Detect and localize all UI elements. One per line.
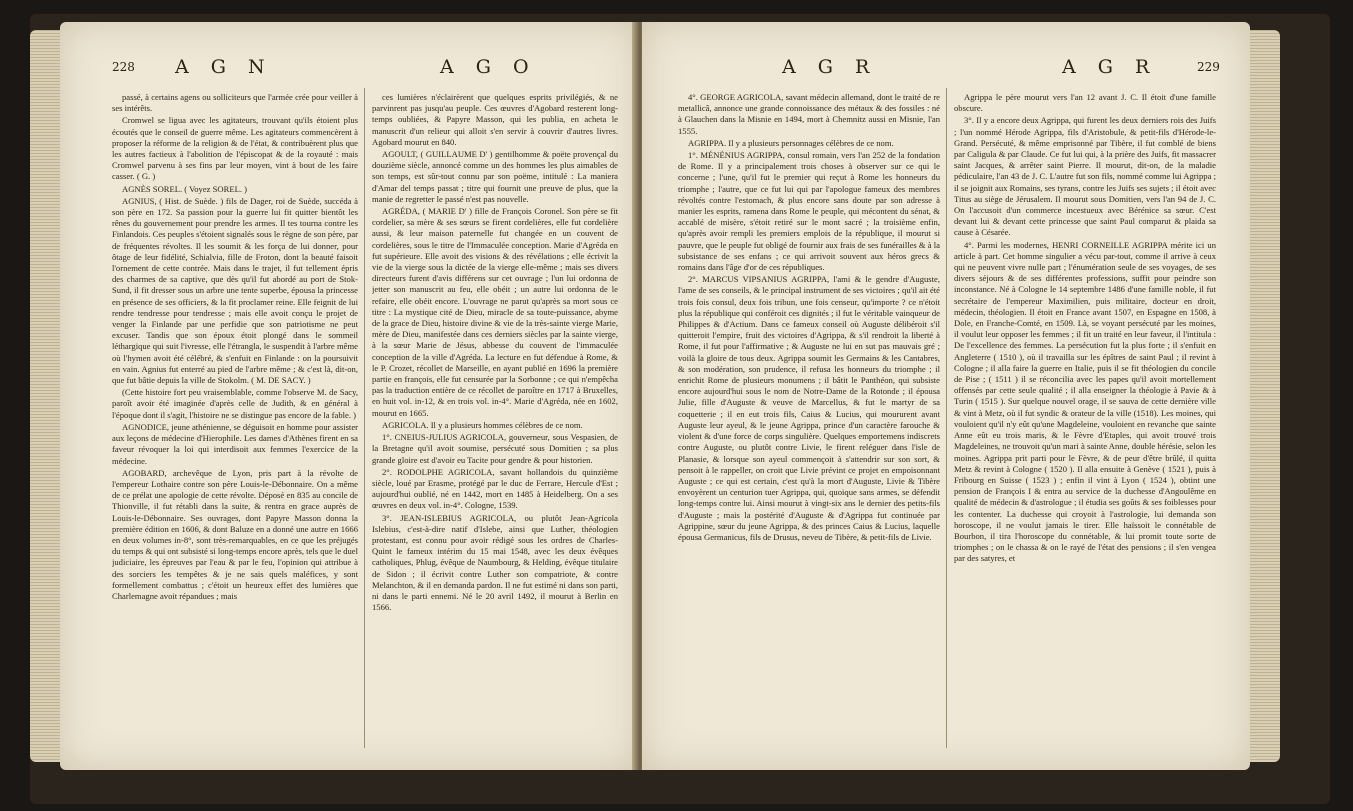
page-number: 228 [112, 60, 135, 74]
text-column-2 [372, 92, 618, 752]
right-page [642, 22, 1250, 770]
text-column-1 [112, 92, 358, 752]
paragraph: 4°. Parmi les modernes, HENRI CORNEILLE AGRIPPA mérite ici un article à part. Cet homme singulier a vécu par-tout, comme il arrive à ceux qui ne peuvent vivre nulle part ; l'énumération seule de ses voyages, de ses divers séjours & de ses différentes professions, suffit pour peindre son inconstance. Né à Cologne le 14 septembre 1486 d'une famille noble, il fut secrétaire de l'empereur Maximilien, puis militaire, docteur en droit, médecin, théologien. Il étoit en France avant 1507, en Espagne en 1508, à Dole, en Franche-Comté, en 1509. Là, se voyant persécuté par les moines, il voulut leur opposer les femmes ; il fit un traité en leur faveur, il l'intitula : De l'excellence des femmes. La persécution fut la plus forte ; il s'enfuit en Angleterre ( 1510 ), où il travailla sur les épîtres de saint Paul ; il revint à Cologne ; il alla faire la guerre en Italie, puis il se fit théologien du concile de Pise ; ( 1511 ) il se réconcilia avec les papes qu'il avoit mortellement offensés par cette seule qualité ; il alla enseigner la théologie à Pavie & à Turin ( 1515 ). Sur quelque nouvel orage, il se sauva de cette dernière ville & vint à Metz, où il fut syndic & orateur de la ville (1518). Les moines, qui vouloient qu'il n'y eût qu'une Magdeleine, vouloient en revanche que sainte Anne eût eu trois maris, & le Fèvre d'Etaples, qui avoit trouvé trois Magdeleines, ne trouvoit qu'un mari à sainte Anne, double hérésie, selon les moines. Agrippa prit parti pour le Fèvre, & de peur d'être brûlé, il quitta Metz & revint à Cologne ( 1520 ). Il alla ensuite à Genève ( 1521 ), puis à Fribourg en Suisse ( 1523 ) ; enfin il vint à Lyon ( 1524 ), obtint une pension de François I & entra au service de la duchesse d'Angoulême en qualité de médecin & d'astrologue ; il étudia ses goûts & ses foiblesses pour les contenter. La duchesse qui croyoit à l'astrologie, lui demanda son horoscope, il ne voulut jamais le tirer. Elle haïssoit le connétable de Bourbon, il tira l'horoscope du connétable, & lui promit toute sorte de triomphes ; on le chassa & on le rayé de l'état des pensions ; il s'en vengea par des satyres, et [954, 239, 1216, 564]
paragraph: 2°. MARCUS VIPSANIUS AGRIPPA, l'ami & le gendre d'Auguste, l'ame de ses conseils, & le principal instrument de ses victoires ; qu'il ait été trois fois consul, deux fois tribun, une fois censeur, qu'importe ? ce n'étoit plus la république qui conféroit ces dignités ; il fut le véritable vainqueur de Philippes & d'Actium. Dans ce fameux conseil où Auguste délibéroit s'il quitteroit l'empire, fruit des victoires d'Agrippa, & s'il rendroit la liberté à Rome, il fut pour l'affirmative ; & Auguste ne lui en sut pas mauvais gré ; voilà la gloire de tous deux. Agrippa soumit les Germains & les Cantabres, & son modération, son prudence, il refusa les honneurs du triomphe ; il enrichit Rome de plusieurs monumens ; il bâtit le Panthéon, qui subsiste encore aujourd'hui sous le nom de Notre-Dame de la Rotonde ; il épousa Julie, fille d'Auguste & veuve de Marcellus, & fut le martyr de sa coquetterie ; il en eut trois fils, Caius & Lucius, qui moururent avant Auguste leur ayeul, & le jeune Agrippa, prince d'un caractère farouche & violent & d'une force de corps singulière. Quelques emportemens indiscrets contre Auguste, ou plutôt contre Livie, le firent reléguer dans l'isle de Planasie, & lorsque son ayeul commençoit à s'attendrir sur son sort, & pensoit à le rappeller, on croit que Livie prévint ce projet en empoisonnant Auguste ; ce qui est certain, c'est qu'à la mort d'Auguste, Livie & Tibère envoyèrent un centurion tuer Agrippa, qui, quoique sans armes, se défendit long-temps contre lui. Ainsi mourut à vingt-six ans le dernier des petits-fils d'Auguste ; mais la postérité d'Auguste & d'Agrippa fut continuée par Agrippine, sœur du jeune Agrippa, & des princes Caius & Lucius, laquelle épousa Germanicus, fils de Drusus, neveu de Tibère, & petit-fils de Livie. [678, 274, 940, 542]
paragraph: AGNODICE, jeune athénienne, se déguisoit en homme pour assister aux leçons de médecine d'Hierophile. Les dames d'Athènes firent en sa faveur révoquer la loi qui interdisoit aux femmes l'exercice de la médecine. [112, 421, 358, 466]
running-head-left: A G R [782, 56, 878, 78]
page-edges-right [1250, 30, 1280, 762]
running-head-right: A G R [1062, 56, 1158, 78]
paragraph: AGRÉDA, ( MARIE D' ) fille de François Coronel. Son père se fit cordelier, sa mère & ses sœurs se firent cordelières, elle fut cordelière aussi, & leur maison paternelle fut changée en un couvent de cordelières, sous le titre de l'Immaculée conception. Marie d'Agréda en fut supérieure. Elle avoit des visions & des révélations ; elle écrivit la vie de la vierge sous la dictée de la vierge elle-même ; mais ses divers directeurs furent d'avis différens sur cet ouvrage ; l'un lui ordonna de jetter son manuscrit au feu, elle obéit ; un autre lui ordonna de le refaire, elle obéit encore. L'ouvrage ne parut qu'après sa mort sous ce titre : La mystique cité de Dieu, miracle de sa toute-puissance, abyme de la grace de Dieu, histoire divine & vie de la très-sainte vierge Marie, mère de Dieu, manifestée dans ces derniers siècles par la sainte vierge, à la sœur Marie de Jésus, abbesse du couvent de l'immaculée conception de la ville d'Agréda. La lecture en fut défendue à Rome, & le P. Crozet, récollet de Marseille, en ayant publié en 1696 la première partie en françois, elle fut censurée par la Sorbonne ; ce qui n'empêcha pas la traduction entière de ce récollet de paroître en 1717 à Bruxelles, en huit vol. in-12, & en trois vol. in-4°. Marie d'Agréda, née en 1602, mourut en 1665. [372, 206, 618, 418]
text-column-2 [954, 92, 1216, 752]
paragraph: AGOBARD, archevêque de Lyon, pris part à la révolte de l'empereur Lothaire contre son père Louis-le-Débonnaire. On a même de ce prélat une apologie de cette révolte. Déposé en 835 au concile de Thionville, il fut rétabli dans la suite, & rentra en grace auprès de Louis-le-Débonnaire. Ses ouvrages, dont Papyre Masson donna la première édition en 1606, & dont Baluze en a donné une autre en 1666 en deux volumes in-8°, sont très-remarquables, en ce que les préjugés du temps & qui ont subsisté si long-temps encore après, tels que le duel judiciaire, les épreuves par l'eau & par le feu, l'opinion qui attribue à des sorciers les tempêtes & je ne sais quels maléfices, y sont formellement combattus ; c'étoit un heureux effet des lumières que Charlemagne avoit répandues ; mais [112, 467, 358, 601]
paragraph: passé, à certains agens ou solliciteurs que l'armée crée pour veiller à ses intérêts. [112, 92, 358, 114]
paragraph: AGRICOLA. Il y a plusieurs hommes célèbres de ce nom. [382, 419, 583, 430]
paragraph: 1°. MÉNÉNIUS AGRIPPA, consul romain, vers l'an 252 de la fondation de Rome. Il y a principalement trois choses à observer sur ce qui le concerne ; l'une, qu'il fut le premier qui reçut à Rome les honneurs du triomphe ; l'autre, que ce fut lui qui par l'apologue fameux des membres révoltés contre l'estomach, & plus encore sans doute par son adresse à manier les esprits, ramena dans Rome le peuple, qui mécontent du sénat, & accablé de misère, s'étoit retiré sur le mont sacré ; la troisième enfin, qu'après avoir rempli les premiers emplois de la république, il mourut si pauvre, que le peuple fut obligé de fournir aux frais de ses funérailles & à la subsistance de ses enfans ; ce qui arrivoit souvent aux héros grecs & romains dans l'âge d'or de ces républiques. [678, 150, 940, 273]
paragraph: AGNÈS SOREL. ( Voyez SOREL. ) [122, 183, 248, 194]
paragraph: ces lumières n'éclairèrent que quelques esprits privilégiés, & ne parvinrent pas jusqu'au peuple. Ces œuvres d'Agobard resterent long-temps oubliées, & Papyre Masson, qui les publia, en acheta le manuscrit d'un relieur qui alloit s'en servir à couvrir d'autres livres. Agobard mourut en 840. [372, 92, 618, 147]
paragraph: AGRIPPA. Il y a plusieurs personnages célèbres de ce nom. [688, 137, 894, 148]
paragraph: AGNIUS, ( Hist. de Suède. ) fils de Dager, roi de Suède, succéda à son père en 172. Sa passion pour la guerre lui fit quitter bientôt les rênes du gouvernement pour prendre les armes. Il tes tourna contre les Finlandois. Ces peuples s'étoient signalés sous le règne de son père, par de fréquentes révoltes. Il les soumit & les força de lui donner, pour ôtage de leur fidélité, Schialvia, fille de Froton, dont la beauté faisoit l'ornement de cette contrée. Mais dans le trajet, il fut tellement épris des charmes de sa captive, que dès qu'il fut abordé au port de Stok-Sund, il fit dresser sous un arbre une tente superbe, épousa la princesse en présence de ses officiers, & la fit proclamer reine. Elle feignit de lui rendre tendresse pour tendresse ; mais elle avoit conçu le projet de venger la Finlande par une perfidie que son patriotisme ne peut excuser. Tandis que son époux étoit plongé dans le sommeil léthargique qui suit l'ivresse, elle l'étrangla, le suspendit à l'arbre même où l'hymen avoit été célébré, & s'enfuit en Finlande : on la poursuivit en vain. Agnius fut enterré au pied de l'arbre même ; & c'est là, dit-on, que fut bâtie depuis la ville de Stokolm. ( M. DE SACY. ) [112, 195, 358, 386]
paragraph: 3°. Il y a encore deux Agrippa, qui furent les deux derniers rois des Juifs ; l'un nommé Hérode Agrippa, fils d'Aristobule, & petit-fils d'Hérode-le-Grand. Persécuté, & même emprisonné par Tibère, il fut comblé de biens par Caligula & par Claude. Ce fut lui qui, à la prière des Juifs, fit massacrer saint Jacques, & arrêter saint Pierre. Il mourut, dit-on, de la maladie pédiculaire, l'an 43 de J. C. L'autre fut son fils, nommé comme lui Agrippa ; il se joignit aux Romains, ses tyrans, contre les Juifs ses sujets ; il étoit avec Titus au siège de Jérusalem. Il mourut sous Domitien, vers l'an 94 de J. C. On l'accusoit d'un commerce incestueux avec Bérénice sa sœur. C'est devant lui & devant cette princesse que saint Paul comparut & plaida sa cause à Césarée. [954, 115, 1216, 238]
page-number: 229 [1197, 60, 1220, 74]
paragraph: (Cette histoire fort peu vraisemblable, comme l'observe M. de Sacy, paroît avoir été imaginée d'après celle de Judith, & en général à l'époque dont il s'agit, l'histoire ne se distingue pas encore de la fable. ) [112, 387, 358, 420]
paragraph: 3°. JEAN-ISLEBIUS AGRICOLA, ou plutôt Jean-Agricola Islebius, c'est-à-dire natif d'Islebe, ainsi que Luther, théologien protestant, est connu pour avoir rédigé sous les ordres de Charles-Quint le fameux intérim du 15 mai 1548, avec les deux évêques catholiques, Phlug, évêque de Naumbourg, & Helding, évêque titulaire de Sidon ; il écrivit contre Luther son compatriote, & contre Melanchton, & il en demanda pardon. Il ne fut estimé ni dans son parti, ni dans le parti ennemi. Né le 20 avril 1492, il mourut à Berlin en 1566. [372, 512, 618, 613]
paragraph: Agrippa le père mourut vers l'an 12 avant J. C. Il étoit d'une famille obscure. [954, 92, 1216, 114]
paragraph: 1°. CNEIUS-JULIUS AGRICOLA, gouverneur, sous Vespasien, de la Bretagne qu'il avoit soumise, persécuté sous Domitien ; sa plus grande gloire est d'avoir eu Tacite pour gendre & pour historien. [372, 432, 618, 465]
text-column-1 [678, 92, 940, 752]
running-head-left: A G N [175, 56, 273, 78]
page-edges-left [30, 30, 60, 762]
paragraph: AGOULT, ( GUILLAUME D' ) gentilhomme & poëte provençal du douzième siècle, annoncé comme un des hommes les plus aimables de son temps, est sûr-tout connu par son poëme, intitulé : La maniera d'Amar del temps passat ; titre qui fournit une preuve de plus, que la manie de regretter le passé n'est pas nouvelle. [372, 149, 618, 204]
running-head-right: A G O [440, 56, 537, 78]
column-divider [364, 88, 365, 748]
paragraph: 4°. GEORGE AGRICOLA, savant médecin allemand, dont le traité de re metallicâ, annonce une grande connoissance des métaux & des fossiles : né à Glauchen dans la Misnie en 1494, mort à Chemnitz aussi en Misnie, l'an 1555. [678, 92, 940, 136]
paragraph: 2°. RODOLPHE AGRICOLA, savant hollandois du quinzième siècle, loué par Erasme, protégé par le duc de Ferrare, Hercule d'Est ; aujourd'hui oublié, né en 1442, mort en 1485 à Heidelberg. On a ses œuvres en deux vol. in-4°. Cologne, 1539. [372, 466, 618, 511]
paragraph: Cromwel se ligua avec les agitateurs, trouvant qu'ils étoient plus écoutés que le conseil de guerre même. Les agitateurs commencèrent à proposer la réforme de la religion & de l'état, & contribuèrent plus que les autres factieux à l'abolition de l'épiscopat & de la royauté : mais Cromwel parvenu à ses fins par leur moyen, vint à bout de les faire casser. ( G. ) [112, 115, 358, 182]
column-divider [946, 88, 947, 748]
left-page [60, 22, 638, 770]
